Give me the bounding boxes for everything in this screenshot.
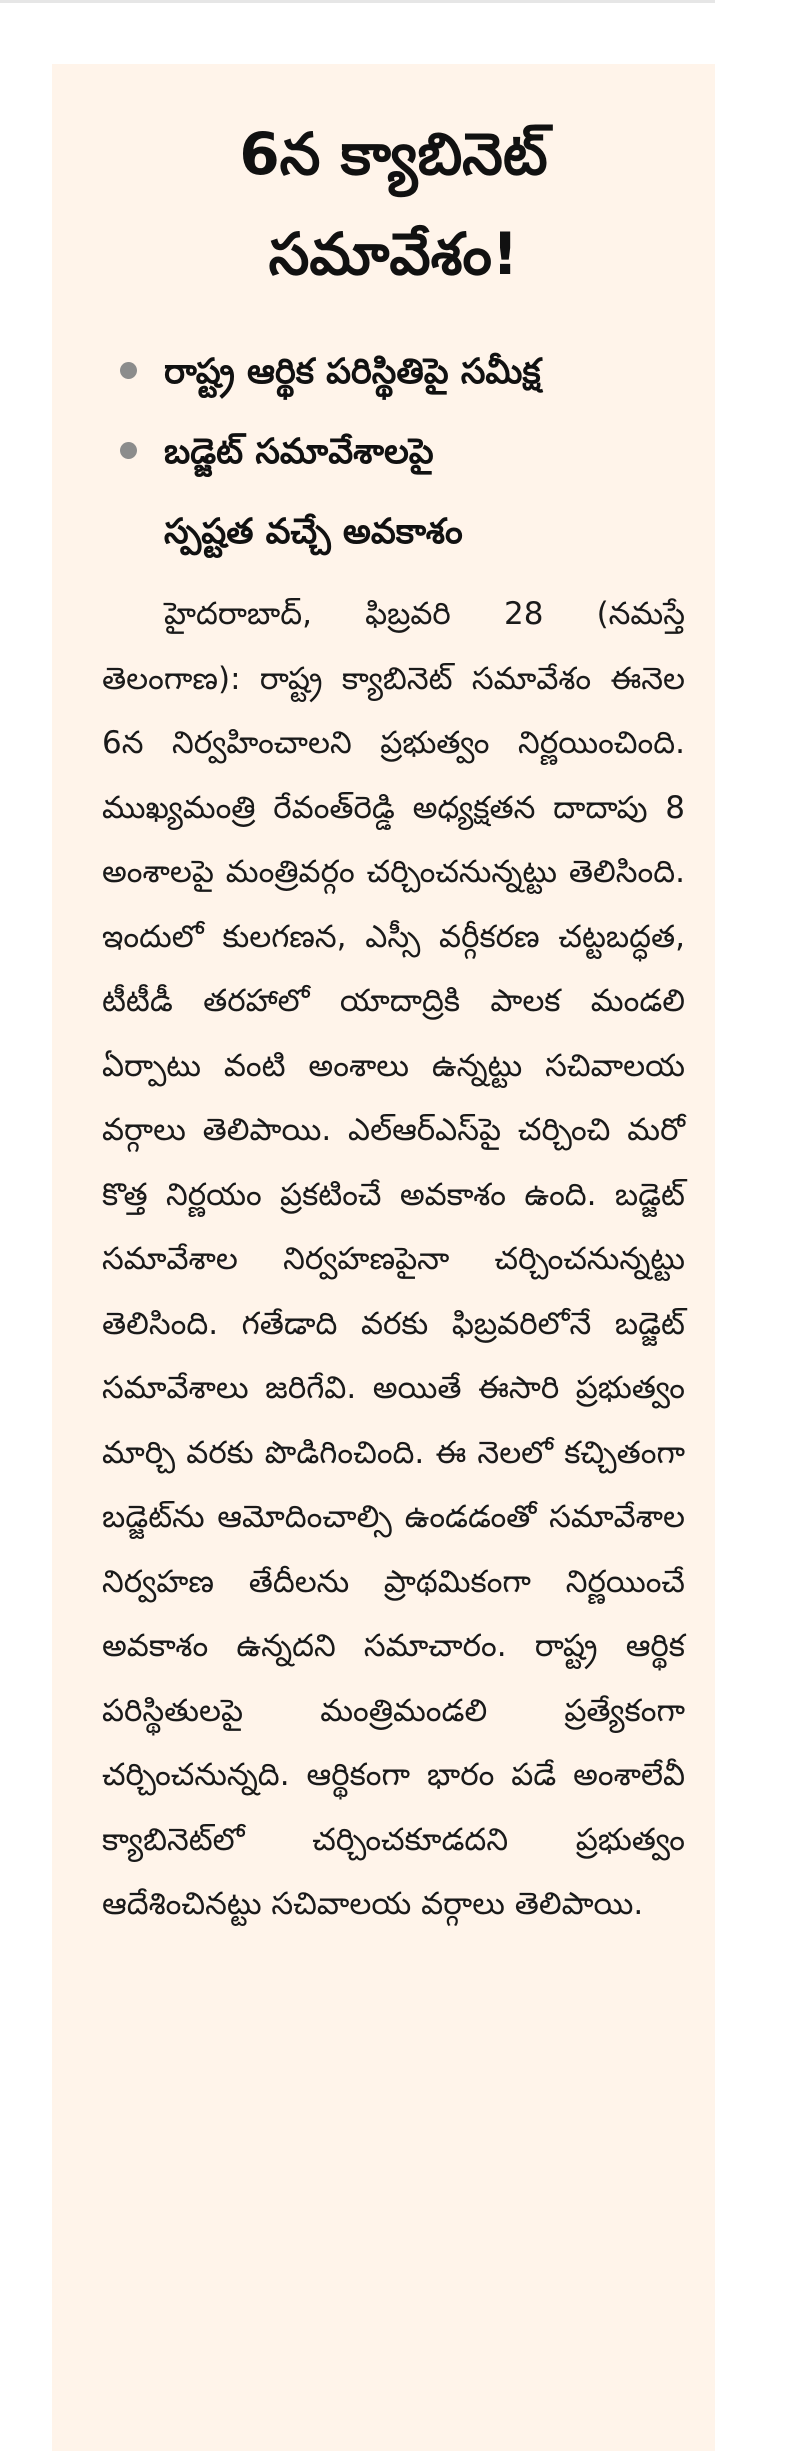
bullet-dot-icon [120, 362, 137, 379]
subheadline-text: రాష్ట్ర ఆర్థిక పరిస్థితిపై సమీక్ష [164, 352, 541, 392]
headline-line-1: 6న క్యాబినెట్ [239, 120, 548, 188]
subheadline-text: బడ్జెట్ సమావేశాలపై [164, 432, 434, 472]
bullet-dot-icon [120, 442, 137, 459]
subheadline-list [102, 332, 685, 572]
news-clipping [52, 64, 715, 2451]
top-divider [0, 0, 715, 3]
subheadline-item [102, 332, 685, 412]
article-body: హైదరాబాద్, ఫిబ్రవరి 28 (నమస్తే తెలంగాణ): రాష్ట్ర క్యాబినెట్ సమావేశం ఈనెల 6న నిర్వహించాలని ప్రభుత్వం నిర్ణయించింది. ముఖ్యమంత్రి రేవంత్‌రెడ్డి అధ్యక్షతన దాదాపు 8 అంశాలపై మంత్రివర్గం చర్చించనున్నట్టు తెలిసింది. ఇందులో కులగణన, ఎస్సీ వర్గీకరణ చట్టబద్ధత, టీటీడీ తరహాలో యాదాద్రికి పాలక మండలి ఏర్పాటు వంటి అంశాలు ఉన్నట్టు సచివాలయ వర్గాలు తెలిపాయి. ఎల్‌ఆర్‌ఎస్‌పై చర్చించి మరో కొత్త నిర్ణయం ప్రకటించే అవకాశం ఉంది. బడ్జెట్ సమావేశాల నిర్వహణపైనా చర్చించనున్నట్టు తెలిసింది. గతేడాది వరకు ఫిబ్రవరిలోనే బడ్జెట్ సమావేశాలు జరిగేవి. అయితే ఈసారి ప్రభుత్వం మార్చి వరకు పొడిగించింది. ఈ నెలలో కచ్చితంగా బడ్జెట్‌ను ఆమోదించాల్సి ఉండడంతో సమావేశాల నిర్వహణ తేదీలను ప్రాథమికంగా నిర్ణయించే అవకాశం ఉన్నదని సమాచారం. రాష్ట్ర ఆర్థిక పరిస్థితులపై మంత్రిమండలి ప్రత్యేకంగా చర్చించనున్నది. ఆర్థికంగా భారం పడే అంశాలేవీ క్యాబినెట్‌లో చర్చించకూడదని ప్రభుత్వం ఆదేశించినట్టు సచివాలయ వర్గాలు తెలిపాయి. [102, 596, 685, 1922]
headline [102, 104, 685, 304]
headline-line-2: సమావేశం! [268, 220, 519, 288]
subheadline-item [102, 412, 685, 572]
subheadline-continuation: స్పష్టత వచ్చే అవకాశం [164, 512, 463, 552]
